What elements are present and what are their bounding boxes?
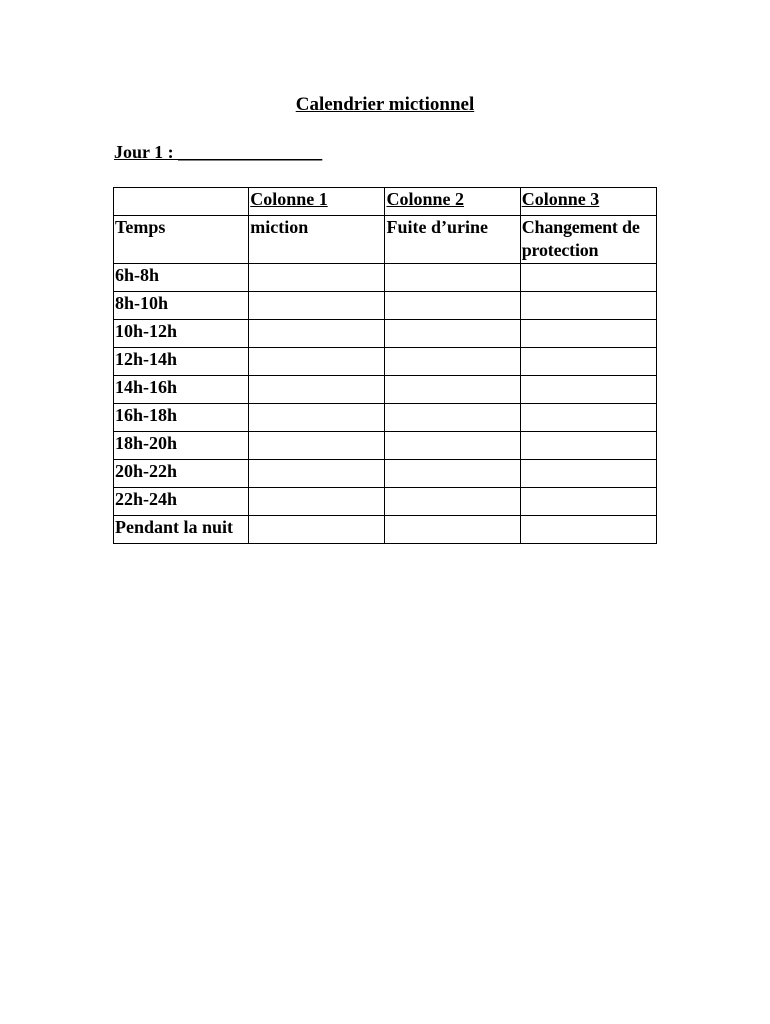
table-row xyxy=(114,516,657,544)
header-colonne-2: Colonne 2 xyxy=(385,188,520,216)
voiding-diary-table xyxy=(113,187,657,544)
entry-cell-colonne-3[interactable] xyxy=(520,460,656,488)
time-slot-label: 16h-18h xyxy=(114,404,249,432)
entry-cell-colonne-3[interactable] xyxy=(520,516,656,544)
entry-cell-colonne-2[interactable] xyxy=(385,292,520,320)
entry-cell-colonne-1[interactable] xyxy=(249,320,385,348)
entry-cell-colonne-2[interactable] xyxy=(385,404,520,432)
label-fuite-urine: Fuite d’urine xyxy=(385,216,520,264)
entry-cell-colonne-3[interactable] xyxy=(520,292,656,320)
time-slot-label: 6h-8h xyxy=(114,264,249,292)
time-slot-label: 10h-12h xyxy=(114,320,249,348)
entry-cell-colonne-1[interactable] xyxy=(249,348,385,376)
time-slot-label: 12h-14h xyxy=(114,348,249,376)
time-slot-label: 20h-22h xyxy=(114,460,249,488)
table-row xyxy=(114,376,657,404)
table-row xyxy=(114,460,657,488)
entry-cell-colonne-2[interactable] xyxy=(385,376,520,404)
time-slot-label: 18h-20h xyxy=(114,432,249,460)
label-miction: miction xyxy=(249,216,385,264)
entry-cell-colonne-2[interactable] xyxy=(385,516,520,544)
page-title: Calendrier mictionnel xyxy=(295,94,475,115)
entry-cell-colonne-1[interactable] xyxy=(249,432,385,460)
header-colonne-3: Colonne 3 xyxy=(520,188,656,216)
header-cell-empty xyxy=(114,188,249,216)
entry-cell-colonne-3[interactable] xyxy=(520,432,656,460)
time-slot-label: 22h-24h xyxy=(114,488,249,516)
entry-cell-colonne-1[interactable] xyxy=(249,404,385,432)
entry-cell-colonne-3[interactable] xyxy=(520,264,656,292)
entry-cell-colonne-2[interactable] xyxy=(385,488,520,516)
entry-cell-colonne-2[interactable] xyxy=(385,264,520,292)
entry-cell-colonne-2[interactable] xyxy=(385,320,520,348)
entry-cell-colonne-3[interactable] xyxy=(520,376,656,404)
time-slot-label: 8h-10h xyxy=(114,292,249,320)
header-colonne-1: Colonne 1 xyxy=(249,188,385,216)
entry-cell-colonne-1[interactable] xyxy=(249,488,385,516)
table-row xyxy=(114,432,657,460)
entry-cell-colonne-1[interactable] xyxy=(249,292,385,320)
entry-cell-colonne-2[interactable] xyxy=(385,432,520,460)
entry-cell-colonne-1[interactable] xyxy=(249,376,385,404)
entry-cell-colonne-2[interactable] xyxy=(385,348,520,376)
table-row xyxy=(114,488,657,516)
time-rows xyxy=(114,264,657,544)
column-header-row xyxy=(114,188,657,216)
label-temps: Temps xyxy=(114,216,249,264)
label-changement-protection: Changement de protection xyxy=(520,216,656,264)
table-row xyxy=(114,292,657,320)
entry-cell-colonne-3[interactable] xyxy=(520,320,656,348)
time-slot-label: 14h-16h xyxy=(114,376,249,404)
table-row xyxy=(114,404,657,432)
time-slot-label: Pendant la nuit xyxy=(114,516,249,544)
entry-cell-colonne-1[interactable] xyxy=(249,264,385,292)
table-row xyxy=(114,264,657,292)
day-label[interactable]: Jour 1 : ________________ xyxy=(114,142,323,162)
entry-cell-colonne-2[interactable] xyxy=(385,460,520,488)
entry-cell-colonne-3[interactable] xyxy=(520,348,656,376)
table-row xyxy=(114,320,657,348)
entry-cell-colonne-1[interactable] xyxy=(249,516,385,544)
column-label-row xyxy=(114,216,657,264)
entry-cell-colonne-3[interactable] xyxy=(520,404,656,432)
table-row xyxy=(114,348,657,376)
entry-cell-colonne-1[interactable] xyxy=(249,460,385,488)
entry-cell-colonne-3[interactable] xyxy=(520,488,656,516)
